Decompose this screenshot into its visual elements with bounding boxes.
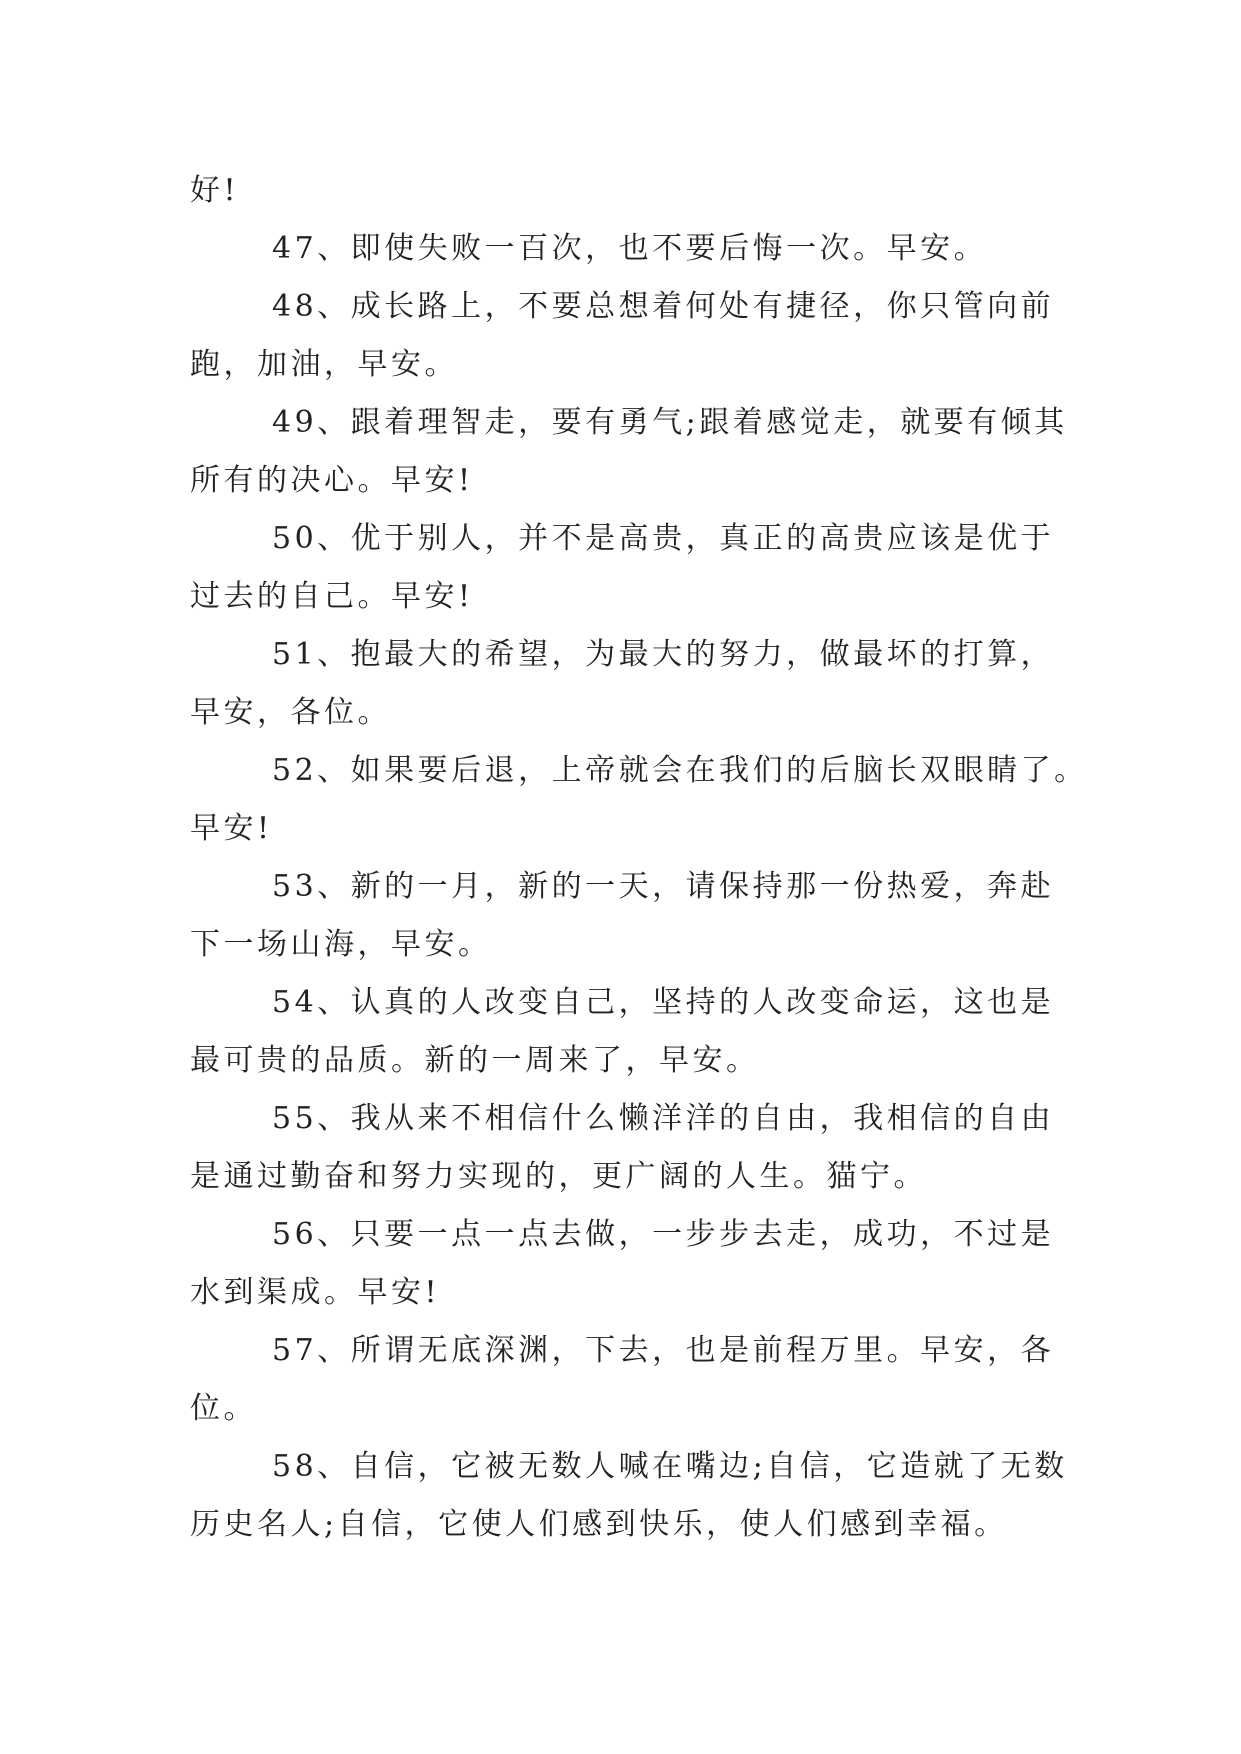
text-line: 历史名人;自信，它使人们感到快乐，使人们感到幸福。 bbox=[190, 1507, 1008, 1542]
text-line-58: 58、自信，它被无数人喊在嘴边;自信，它造就了无数 bbox=[272, 1449, 1068, 1484]
text-line: 最可贵的品质。新的一周来了，早安。 bbox=[190, 1043, 760, 1078]
text-line: 好! bbox=[190, 173, 240, 208]
text-line: 早安，各位。 bbox=[190, 695, 391, 730]
text-line-50: 50、优于别人，并不是高贵，真正的高贵应该是优于 bbox=[272, 521, 1055, 556]
text-line-52: 52、如果要后退，上帝就会在我们的后脑长双眼睛了。 bbox=[272, 753, 1088, 788]
text-line-49: 49、跟着理智走，要有勇气;跟着感觉走，就要有倾其 bbox=[272, 405, 1068, 440]
text-line: 水到渠成。早安! bbox=[190, 1275, 441, 1310]
text-line-56: 56、只要一点一点去做，一步步去走，成功，不过是 bbox=[272, 1217, 1055, 1252]
text-line-51: 51、抱最大的希望，为最大的努力，做最坏的打算， bbox=[272, 637, 1055, 672]
text-line: 过去的自己。早安! bbox=[190, 579, 474, 614]
text-line-48: 48、成长路上，不要总想着何处有捷径，你只管向前 bbox=[272, 289, 1055, 324]
text-line-47: 47、即使失败一百次，也不要后悔一次。早安。 bbox=[272, 231, 988, 266]
text-line: 下一场山海，早安。 bbox=[190, 927, 492, 962]
text-line: 位。 bbox=[190, 1391, 257, 1426]
text-line-57: 57、所谓无底深渊，下去，也是前程万里。早安，各 bbox=[272, 1333, 1055, 1368]
document-body bbox=[190, 162, 1088, 1554]
text-line-53: 53、新的一月，新的一天，请保持那一份热爱，奔赴 bbox=[272, 869, 1055, 904]
text-line: 是通过勤奋和努力实现的，更广阔的人生。猫宁。 bbox=[190, 1159, 927, 1194]
text-line-54: 54、认真的人改变自己，坚持的人改变命运，这也是 bbox=[272, 985, 1055, 1020]
text-line: 所有的决心。早安! bbox=[190, 463, 474, 498]
text-line: 早安! bbox=[190, 811, 273, 846]
text-line-55: 55、我从来不相信什么懒洋洋的自由，我相信的自由 bbox=[272, 1101, 1055, 1136]
text-line: 跑，加油，早安。 bbox=[190, 347, 458, 382]
